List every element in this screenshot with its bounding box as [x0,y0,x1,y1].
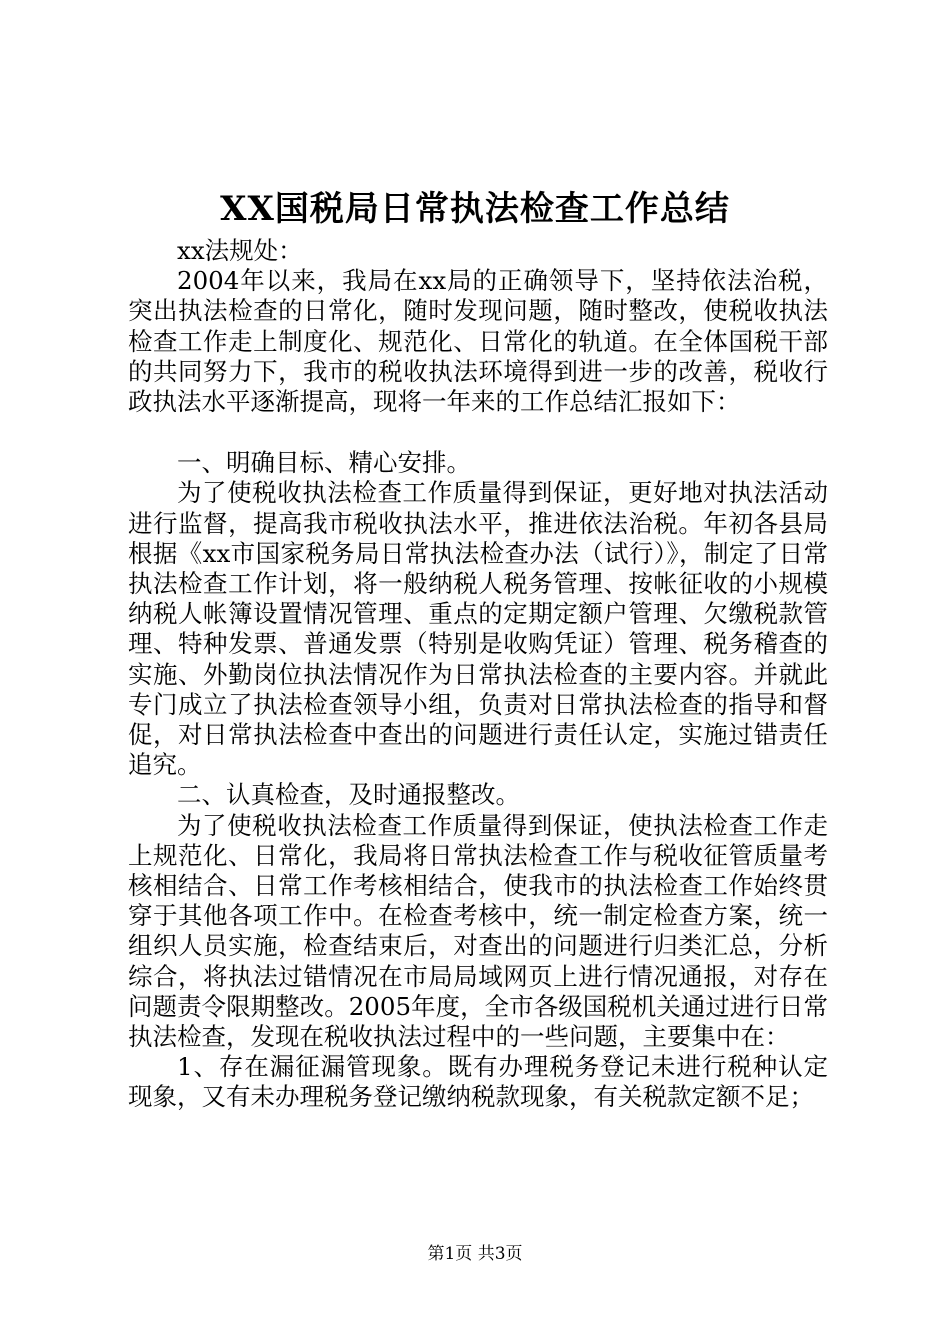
list-item-1: 1、存在漏征漏管现象。既有办理税务登记未进行税种认定现象，又有未办理税务登记缴纳税款现象，有关税款定额不足； [128,1052,828,1112]
page-number-footer: 第1页 共3页 [427,1244,523,1264]
section-1-paragraph: 为了使税收执法检查工作质量得到保证，更好地对执法活动进行监督，提高我市税收执法水平，推进依法治税。年初各县局根据《xx市国家税务局日常执法检查办法（试行）》，制定了日常执法检查工作计划，将一般纳税人税务管理、按帐征收的小规模纳税人帐簿设置情况管理、重点的定期定额户管理、欠缴税款管理、特种发票、普通发票（特别是收购凭证）管理、税务稽查的实施、外勤岗位执法情况作为日常执法检查的主要内容。并就此专门成立了执法检查领导小组，负责对日常执法检查的指导和督促，对日常执法检查中查出的问题进行责任认定，实施过错责任追究。 [128,478,828,780]
section-heading-1: 一、明确目标、精心安排。 [177,448,471,478]
salutation: xx法规处： [177,236,303,265]
intro-paragraph: 2004年以来，我局在xx局的正确领导下，坚持依法治税，突出执法检查的日常化，随时发现问题，随时整改，使税收执法检查工作走上制度化、规范化、日常化的轨道。在全体国税干部的共同努力下，我市的税收执法环境得到进一步的改善，税收行政执法水平逐渐提高，现将一年来的工作总结汇报如下： [128,266,828,417]
document-title: XX国税局日常执法检查工作总结 [220,189,730,229]
section-2-paragraph: 为了使税收执法检查工作质量得到保证，使执法检查工作走上规范化、日常化，我局将日常执法检查工作与税收征管质量考核相结合、日常工作考核相结合，使我市的执法检查工作始终贯穿于其他各项工作中。在检查考核中，统一制定检查方案，统一组织人员实施，检查结束后，对查出的问题进行归类汇总，分析综合，将执法过错情况在市局局域网页上进行情况通报，对存在问题责令限期整改。2005年度，全市各级国税机关通过进行日常执法检查，发现在税收执法过程中的一些问题，主要集中在： [128,810,828,1052]
paragraph-spacer [128,417,828,448]
document-body [128,236,828,1113]
section-heading-2: 二、认真检查，及时通报整改。 [177,780,520,810]
